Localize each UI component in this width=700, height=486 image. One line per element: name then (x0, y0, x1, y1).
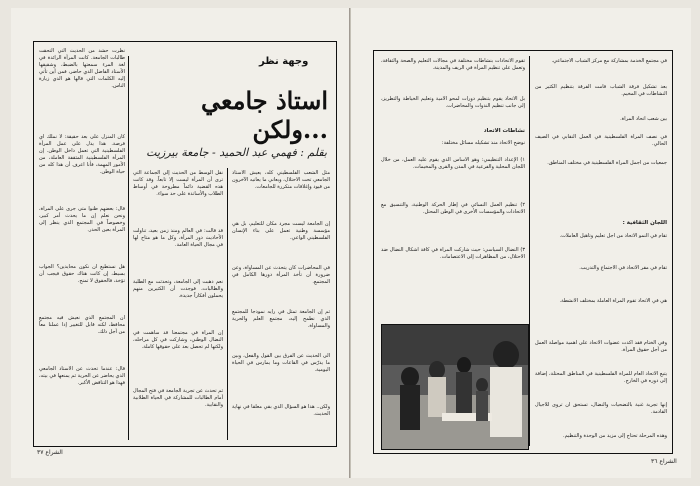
news-photo (381, 324, 529, 450)
crowd-photo-illustration (382, 325, 528, 449)
article-headline: استاذ جامعي ...ولكن (201, 86, 328, 144)
article-byline: بقلم : فهمي عبد الحميد - جامعة بيرزيت (146, 146, 327, 159)
magazine-spread (11, 8, 691, 478)
subheading: نشاطات الاتحاد (483, 128, 525, 134)
paragraph: ولكن.. هذا هو السؤال الذي بقي معلقاً في نهاية الحديث. (232, 404, 330, 417)
paragraph: هل نستطيع أن نكون محايدين؟ الجواب بسيط، إن كانت هناك حقوق فيجب أن تؤخذ، فالحقوق لا تمنح. (39, 264, 125, 284)
right-page (351, 8, 691, 478)
subheading: اللجان الثقافية : (622, 220, 667, 226)
column-rule (128, 56, 129, 440)
paragraph: تقام في النمو الاتحاد من اجل تعليم وتأهيل العاملات. (559, 233, 667, 239)
paragraph: في مجتمع الخدمة بمشاركة مع مركز الشباب الاجتماعي. (551, 58, 667, 64)
paragraph: إن المرأة في مجتمعنا قد ساهمت في النضال الوطني، وشاركت في كل مراحله، ولكنها لم تحصل بعد على حقوقها كاملة. (133, 330, 223, 350)
left-page (11, 8, 350, 478)
paragraph: ٢) تنظيم العمل النسائي في إطار الحركة الوطنية، والتنسيق مع الاتحادات والمؤسسات الأخرى في الوطن المحتل. (381, 202, 525, 215)
paragraph: في نصف المرأة الفلسطينية في العمل النقابي في الصيف الحالي. (535, 134, 667, 147)
paragraph: بين شعب اتحاد المرأة. (620, 116, 667, 122)
paragraph: بعد تشكيل فرقة الشباب قامت الفرقة بتنظيم الكثير من النشاطات في المخيم. (535, 84, 667, 97)
paragraph: نقل الوسط من الحديث إلى الجماعة التي ترى أن المرأة ليست إلا تابعاً. وقد كانت هذه القضية دائماً مطروحة في أوساط الطلاب والأساتذة على حد سواء. (133, 170, 223, 197)
paragraph: نظرت حشد من الحديث التي التحقت طالبات الجامعة. كانت المرأة الرائدة في لغة المرء سمعتها بالضبط، وشقيقها الأستاذ الفاضل الذي حاضر، فمن أين تأتي إليه الكلمات التي قالها هو الذي زيارة الناس. (39, 48, 125, 89)
paragraph: ثم إن الجامعة تمثل في رأيه نموذجاً للمجتمع الذي نطمح إليه، مجتمع العلم والحرية والمساواة. (232, 309, 330, 329)
paragraph: في المحاضرات كان يتحدث عن المساواة، وعن ضرورة أن تأخذ المرأة دورها الكامل في المجتمع. (232, 265, 330, 285)
paragraph: يتبع الاتحاد العام للمرأة الفلسطينية في المناطق المحتلة، إضافة إلى دوره في الخارج. (535, 371, 667, 384)
paragraph: مثل الشعب الفلسطيني كله، يعيش الأستاذ الجامعي تحت الاحتلال، ويعاني ما يعانيه الآخرون من قيود وإغلاقات متكررة للجامعات. (232, 170, 330, 190)
paragraph: ٣) النضال السياسي: حيث شاركت المرأة في كافة أشكال النضال ضد الاحتلال، من المظاهرات إلى الاعتصامات. (381, 247, 525, 260)
paragraph: جمعيات من اجمل المرأة الفلسطينية في مختلف المناطق. (547, 160, 667, 166)
paragraph: نوضح الاتحاد منذ تشكيله مسائل مختلفة: (441, 140, 525, 146)
paragraph: إن الجامعة ليست مجرد مكان للتعليم، بل هي مؤسسة وطنية تعمل على بناء الإنسان الفلسطيني الواعي. (232, 221, 330, 241)
paragraph: قال: بعضهم ظنوا متى جرى على المرأة، ونحن نعلم إن ما يحدث أمر كبير، وخصوصاً في المجتمع الذي ينظر إلى المرأة بعين الحذر. (39, 206, 125, 233)
paragraph: قال: عندما تحدث عن الأستاذ الجامعي الذي يحاضر عن الحرية ثم يمنعها في بيته، فهذا هو التناقض الأكبر. (39, 366, 125, 386)
page-number: الشراع ٣٧ (37, 449, 63, 456)
paragraph: ان المجتمع الذي نعيش فيه مجتمع محافظ، لكنه قابل للتغيير إذا عملنا معاً من أجل ذلك. (39, 315, 125, 335)
section-label: وجهة نظر (259, 56, 309, 67)
column-rule (227, 168, 228, 440)
paragraph: ثم تحدث عن تجربة الجامعة في فتح المجال أمام الطالبات للمشاركة في الحياة الطلابية والنقابية. (133, 388, 223, 408)
paragraph: قد قالت: في العالم ومنذ زمن بعيد، تناولت الأحاديث دور المرأة، وكل ما هو متاح لها في مجال الحياة العامة. (133, 228, 223, 248)
paragraph: هي في الاتحاد تقوم المرأة العاملة بمختلف الأنشطة. (559, 298, 667, 304)
paragraph: تقام في مقر الاتحاد في الاجتماع والتدريب. (579, 265, 667, 271)
column-rule (529, 56, 530, 446)
paragraph: كان المنزل على بعد حقيقة: لا نملك أي فرصة. هذا يدل على عمل المرأة الفلسطينية التي تعمل داخل الوطن. إن المرأة الفلسطينية المثقفة العاملة، من الأمور المهمة، فأنا اعرف أن هذا كله من حياة الوطن. (39, 134, 125, 175)
paragraph: بل الاتحاد يقوم بتنظيم دورات لمحو الأمية وتعليم الخياطة والتطريز، إلى جانب تنظيم الندوات والمحاضرات. (381, 96, 525, 109)
paragraph: ١) الإعداد التنظيمي: وهو الأساس الذي يقوم عليه العمل، من خلال اللجان المحلية والفرعية في المدن والقرى والمخيمات. (381, 157, 525, 170)
paragraph: إنها تجربة غنية بالتضحيات والنضال، تستحق أن تروى للأجيال القادمة. (535, 402, 667, 415)
paragraph: وهذه المرحلة تحتاج إلى مزيد من الوحدة والتنظيم. (562, 433, 667, 439)
paragraph: الى الحديث عن الفرق بين القول والفعل، وبين ما يدرّس في القاعات وما يمارس في الحياة اليومية. (232, 353, 330, 373)
page-number: الشراع ٣٦ (651, 458, 677, 465)
paragraph: تقوم الاتحادات بنشاطات مختلفة في مجالات التعليم والصحة والثقافة، وتعمل على تنظيم المرأة في الريف والمدينة. (381, 58, 525, 71)
paragraph: وفي الختام فقد أكدت عضوات الاتحاد على أهمية مواصلة العمل من أجل حقوق المرأة. (535, 340, 667, 353)
paragraph: نعم ذهبت إلى الجامعة، وتحدثت مع الطلبة والطالبات، فوجدت أن الكثيرين منهم يحملون أفكاراً جديدة. (133, 279, 223, 299)
